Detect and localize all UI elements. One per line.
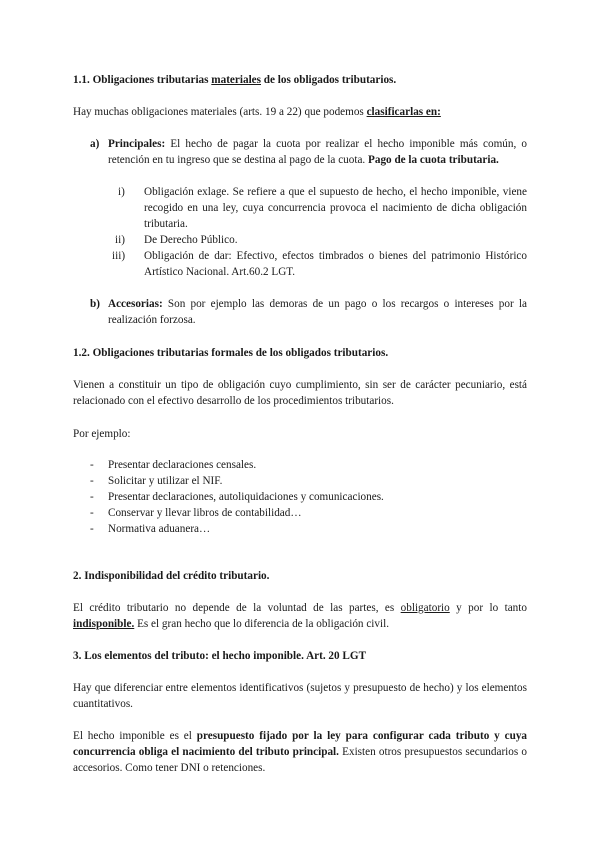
item-a-label: a) (90, 138, 100, 150)
heading-2: 2. Indisponibilidad del crédito tributario. (73, 570, 270, 582)
section-2-paragraph (73, 600, 527, 632)
formal-paragraph: Vienen a constituir un tipo de obligación cuyo cumplimiento, sin ser de carácter pecuniario, está relacionado con el efectivo desarrollo de los procedimientos tributarios. (73, 379, 527, 407)
intro-text: Hay muchas obligaciones materiales (arts. 19 a 22) que podemos (73, 106, 367, 118)
heading-1-1-text-end: de los obligados tributarios. (261, 74, 397, 86)
sub-item-i-num: i) (118, 186, 125, 198)
intro-paragraph (73, 104, 527, 120)
item-b-label: b) (90, 298, 100, 310)
list-item: Normativa aduanera… (108, 523, 211, 535)
item-a-title: Principales: (108, 138, 166, 150)
sub-item-iii-text: Obligación de dar: Efectivo, efectos timbrados o bienes del patrimonio Histórico Artístico Nacional. Art.60.2 LGT. (144, 250, 527, 278)
example-intro: Por ejemplo: (73, 428, 131, 440)
section-2-underlined: obligatorio (400, 602, 450, 614)
section-3-paragraph-1: Hay que diferenciar entre elementos identificativos (sujetos y presupuesto de hecho) y los elementos cuantitativos. (73, 682, 527, 710)
section-3-bold: presupuesto fijado por la ley para configurar cada tributo y cuya concurrencia obliga el nacimiento del tributo principal. (73, 730, 528, 758)
heading-1-1 (73, 72, 527, 88)
item-a-bold-end: Pago de la cuota tributaria. (368, 154, 499, 166)
section-3-text: El hecho imponible es el (73, 730, 197, 742)
section-3-paragraph-2 (73, 728, 527, 776)
sub-item-iii-num: iii) (112, 250, 126, 262)
section-2-text-mid: y por lo tanto (449, 602, 527, 614)
section-2-text: El crédito tributario no depende de la voluntad de las partes, es (73, 602, 401, 614)
section-2-bold-underlined: indisponible. (73, 618, 135, 630)
list-dash: - (90, 523, 94, 535)
item-b-text: Son por ejemplo las demoras de un pago o los recargos o intereses por la realización forzosa. (108, 298, 527, 326)
heading-1-1-underlined: materiales (211, 74, 261, 86)
sub-item-ii-num: ii) (115, 234, 125, 246)
sub-item-ii-text: De Derecho Público. (144, 234, 238, 246)
heading-1-2: 1.2. Obligaciones tributarias formales de los obligados tributarios. (73, 347, 389, 359)
list-item: Presentar declaraciones censales. (108, 459, 257, 471)
heading-1-1-text: 1.1. Obligaciones tributarias (73, 74, 212, 86)
item-b-title: Accesorias: (108, 298, 163, 310)
list-item: Conservar y llevar libros de contabilidad… (108, 507, 302, 519)
list-item: Solicitar y utilizar el NIF. (108, 475, 223, 487)
list-item: Presentar declaraciones, autoliquidaciones y comunicaciones. (108, 491, 384, 503)
list-dash: - (90, 459, 94, 471)
item-a-paragraph (108, 136, 527, 168)
intro-emphasis: clasificarlas en: (366, 106, 441, 118)
list-dash: - (90, 507, 94, 519)
section-2-text-end: Es el gran hecho que lo diferencia de la obligación civil. (134, 618, 389, 630)
list-dash: - (90, 475, 94, 487)
sub-item-i-text: Obligación exlage. Se refiere a que el supuesto de hecho, el hecho imponible, viene recogido en una ley, cuya concurrencia provoca el nacimiento de dicha obligación tributaria. (144, 186, 527, 230)
section-3-text-end: Existen otros presupuestos secundarios o accesorios. Como tener DNI o retenciones. (73, 746, 528, 774)
item-a-text: El hecho de pagar la cuota por realizar el hecho imponible más común, o retención en tu ingreso que se destina al pago de la cuota. (108, 138, 527, 166)
item-b-paragraph (108, 296, 527, 328)
list-dash: - (90, 491, 94, 503)
heading-3: 3. Los elementos del tributo: el hecho imponible. Art. 20 LGT (73, 650, 367, 662)
